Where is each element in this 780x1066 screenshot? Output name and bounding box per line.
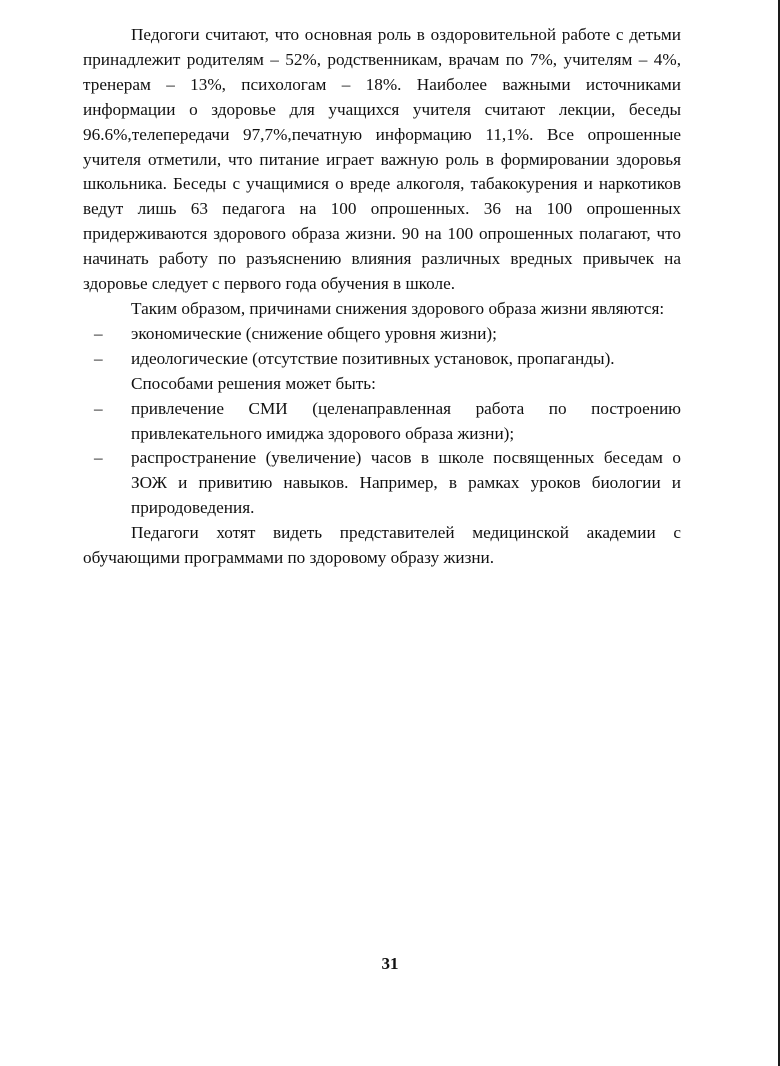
dash-marker: – [94, 398, 103, 418]
paragraph-closing: Педагоги хотят видеть представителей медицинской академии с обучающими программами по здоровому образу жизни. [83, 523, 681, 568]
solutions-list [83, 397, 681, 522]
list-item-text: распространение (увеличение) часов в школе посвященных беседам о ЗОЖ и привитию навыков. Например, в рамках уроков биологии и природоведения. [131, 448, 681, 518]
list-item [83, 446, 681, 521]
page-number: 31 [381, 954, 399, 973]
dash-marker: – [94, 448, 103, 468]
list-item-text: привлечение СМИ (целенаправленная работа по построению привлекательного имиджа здорового образа жизни); [131, 398, 681, 443]
body-text [83, 23, 681, 571]
paragraph-solutions-intro: Способами решения может быть: [131, 373, 376, 393]
dash-marker: – [94, 323, 103, 343]
list-item [83, 397, 681, 447]
paragraph-causes-intro: Таким образом, причинами снижения здорового образа жизни являются: [131, 298, 665, 318]
list-item-text: экономические (снижение общего уровня жизни); [131, 323, 497, 343]
paragraph-survey-results: Педогоги считают, что основная роль в оздоровительной работе с детьми принадлежит родителям – 52%, родственникам, врачам по 7%, учителям – 4%, тренерам – 13%, психологам – 18%. Наиболее важными источниками информации о здоровье для учащихся учителя считают лекции, беседы 96.6%,телепередачи 97,7%,печатную информацию 11,1%. Все опрошенные учителя отметили, что питание играет важную роль в формировании здоровья школьника. Беседы с учащимися о вреде алкоголя, табакокурения и наркотиков ведут лишь 63 педагога на 100 опрошенных. 36 на 100 опрошенных придерживаются здорового образа жизни. 90 на 100 опрошенных полагают, что начинать работу по разъяснению влияния различных вредных привычек на здоровье следует с первого года обучения в школе. [83, 25, 681, 294]
list-item [83, 347, 681, 372]
causes-list [83, 322, 681, 372]
list-item-text: идеологические (отсутствие позитивных установок, пропаганды). [131, 348, 615, 368]
list-item [83, 322, 681, 347]
dash-marker: – [94, 348, 103, 368]
